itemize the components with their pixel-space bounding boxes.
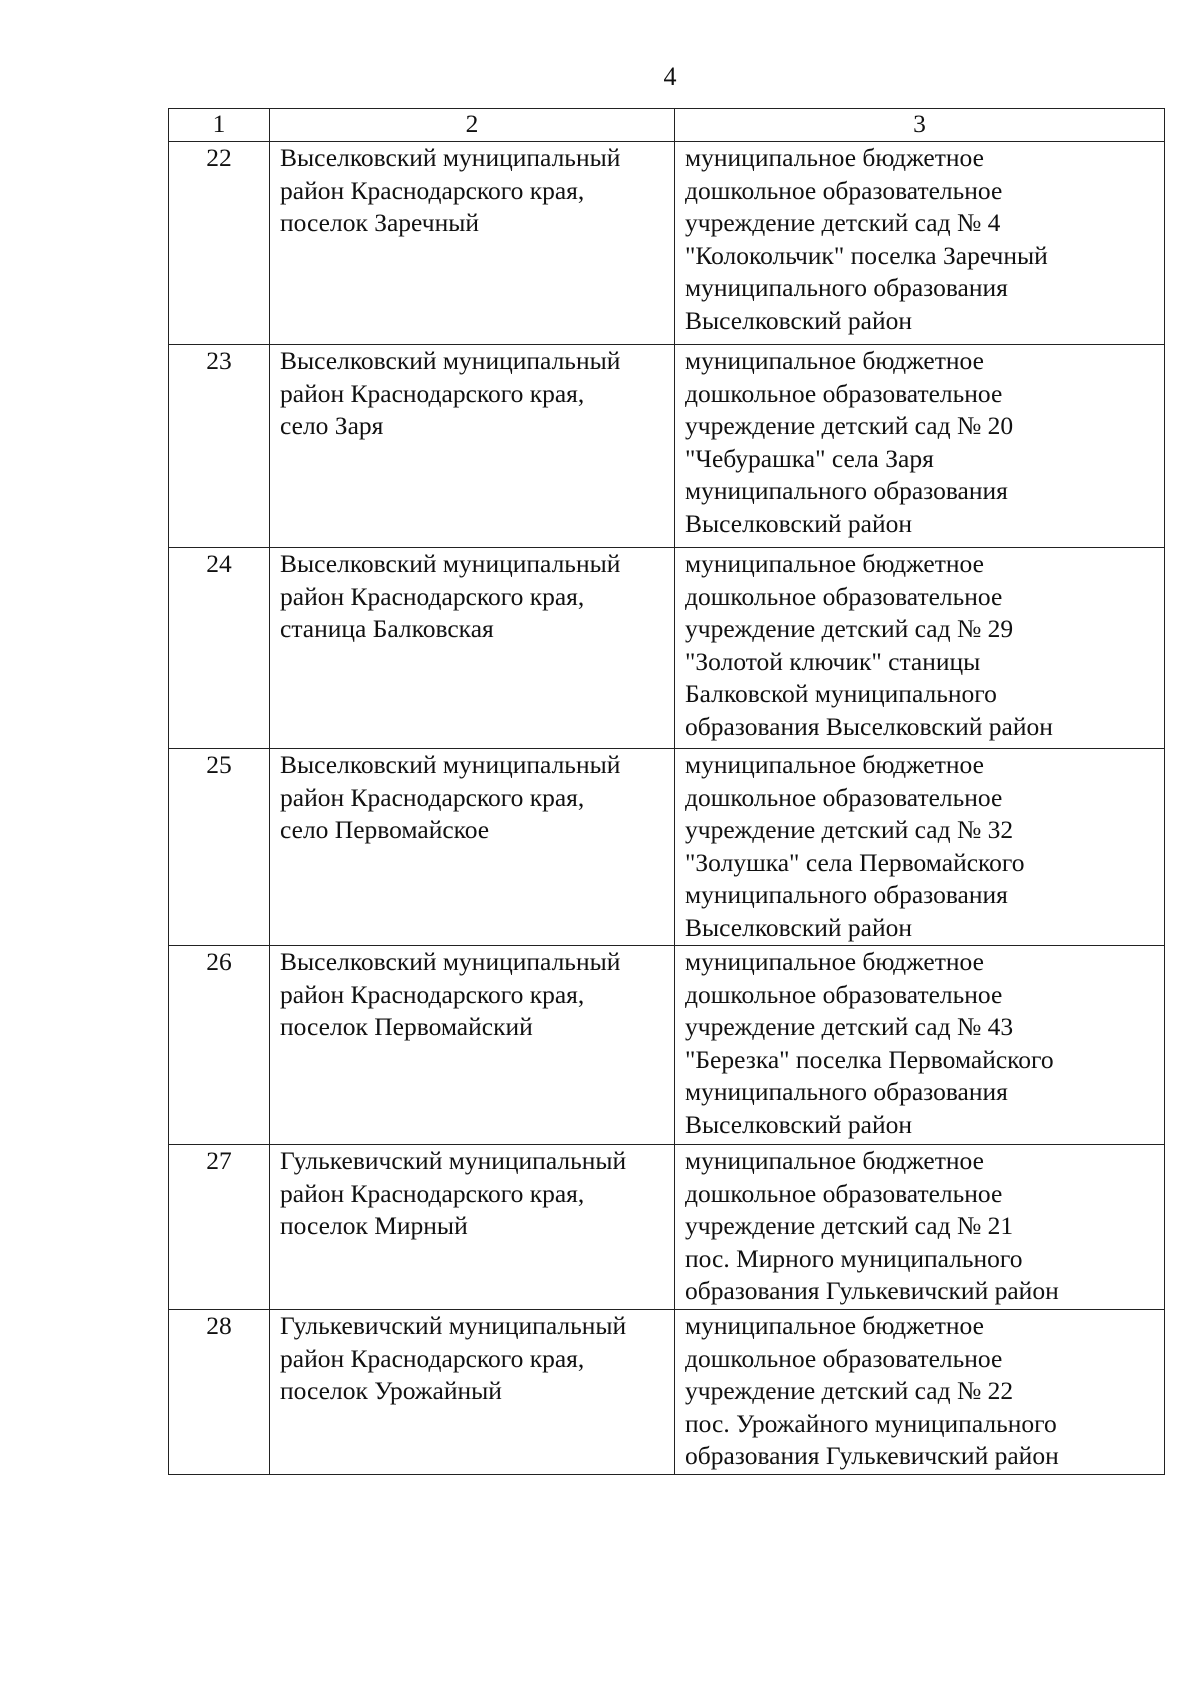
row-number: 25 [169, 749, 270, 946]
territory-cell: Выселковский муниципальный район Краснодарского края, станица Балковская [270, 548, 675, 749]
table-row [169, 749, 1165, 946]
table-header-row [169, 109, 1165, 142]
institution-cell: муниципальное бюджетное дошкольное образовательное учреждение детский сад № 22 пос. Урожайного муниципального образования Гулькевичский район [675, 1310, 1165, 1475]
territory-cell: Выселковский муниципальный район Краснодарского края, село Первомайское [270, 749, 675, 946]
institution-cell: муниципальное бюджетное дошкольное образовательное учреждение детский сад № 32 "Золушка" села Первомайского муниципального образования Выселковский район [675, 749, 1165, 946]
institution-cell: муниципальное бюджетное дошкольное образовательное учреждение детский сад № 20 "Чебурашка" села Заря муниципального образования Выселковский район [675, 345, 1165, 548]
row-number: 27 [169, 1145, 270, 1310]
table-row [169, 142, 1165, 345]
page-number: 4 [663, 62, 677, 91]
territory-cell: Гулькевичский муниципальный район Краснодарского края, поселок Урожайный [270, 1310, 675, 1475]
territory-cell: Гулькевичский муниципальный район Краснодарского края, поселок Мирный [270, 1145, 675, 1310]
row-number: 28 [169, 1310, 270, 1475]
territory-cell: Выселковский муниципальный район Краснодарского края, село Заря [270, 345, 675, 548]
territory-cell: Выселковский муниципальный район Краснодарского края, поселок Первомайский [270, 946, 675, 1145]
table-row [169, 345, 1165, 548]
institution-cell: муниципальное бюджетное дошкольное образовательное учреждение детский сад № 29 "Золотой ключик" станицы Балковской муниципального образования Выселковский район [675, 548, 1165, 749]
institution-cell: муниципальное бюджетное дошкольное образовательное учреждение детский сад № 43 "Березка" поселка Первомайского муниципального образования Выселковский район [675, 946, 1165, 1145]
row-number: 26 [169, 946, 270, 1145]
institution-cell: муниципальное бюджетное дошкольное образовательное учреждение детский сад № 4 "Колокольчик" поселка Заречный муниципального образования Выселковский район [675, 142, 1165, 345]
table-row [169, 1310, 1165, 1475]
institution-cell: муниципальное бюджетное дошкольное образовательное учреждение детский сад № 21 пос. Мирного муниципального образования Гулькевичский район [675, 1145, 1165, 1310]
table-row [169, 548, 1165, 749]
row-number: 22 [169, 142, 270, 345]
row-number: 24 [169, 548, 270, 749]
table-row [169, 946, 1165, 1145]
row-number: 23 [169, 345, 270, 548]
institutions-table [168, 108, 1165, 1475]
territory-cell: Выселковский муниципальный район Краснодарского края, поселок Заречный [270, 142, 675, 345]
column-header-number: 1 [169, 109, 270, 142]
column-header-institution: 3 [675, 109, 1165, 142]
table-row [169, 1145, 1165, 1310]
column-header-territory: 2 [270, 109, 675, 142]
